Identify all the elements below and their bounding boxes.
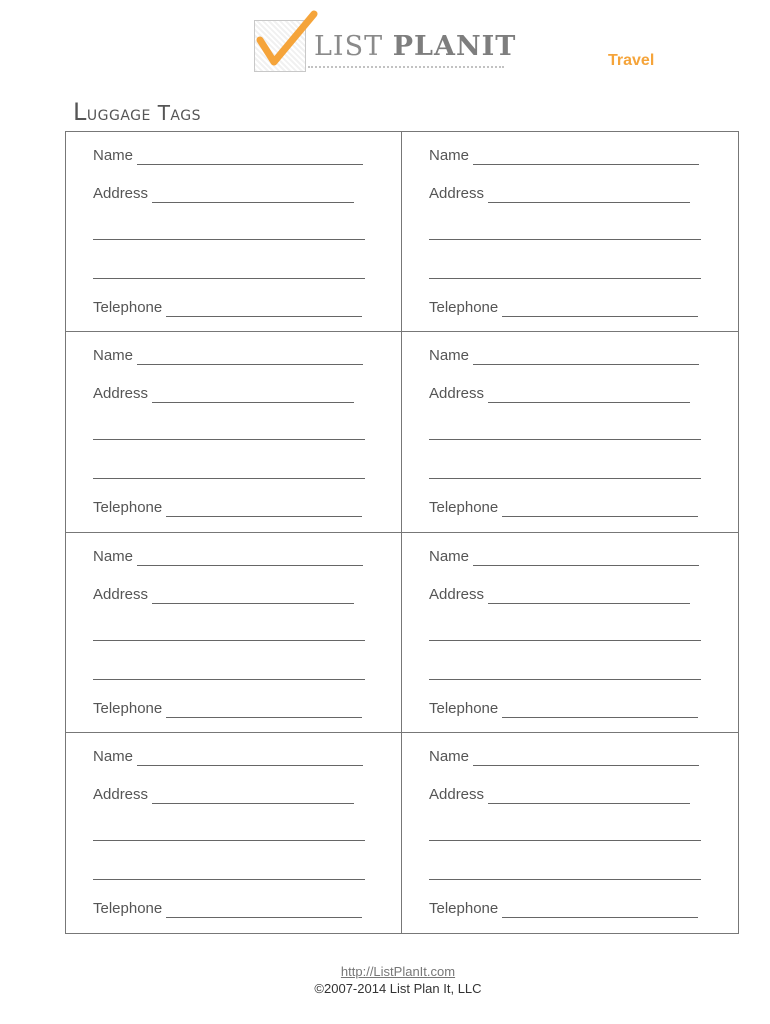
address-line-3[interactable] [429, 478, 701, 479]
name-field[interactable] [429, 548, 699, 566]
name-line[interactable] [137, 150, 363, 165]
address-label: Address [429, 585, 485, 603]
address-label: Address [93, 185, 149, 202]
telephone-label: Telephone [93, 899, 163, 917]
name-line[interactable] [137, 350, 363, 365]
name-label: Name [429, 747, 470, 765]
name-line[interactable] [473, 551, 699, 566]
telephone-line[interactable] [166, 703, 362, 718]
telephone-field[interactable] [429, 900, 698, 918]
address-line-2[interactable] [93, 840, 365, 841]
checkmark-icon [252, 10, 322, 72]
name-line[interactable] [473, 751, 699, 766]
telephone-line[interactable] [166, 302, 362, 317]
telephone-label: Telephone [429, 699, 499, 717]
logo-dotted-underline [308, 66, 504, 68]
address-line-3[interactable] [93, 679, 365, 680]
address-line-3[interactable] [93, 879, 365, 880]
address-field[interactable] [93, 586, 354, 604]
address-line-3[interactable] [429, 879, 701, 880]
telephone-line[interactable] [166, 502, 362, 517]
name-line[interactable] [137, 751, 363, 766]
footer [0, 963, 770, 997]
telephone-line[interactable] [502, 302, 698, 317]
luggage-tag [402, 533, 738, 733]
name-field[interactable] [93, 748, 363, 766]
address-field[interactable] [429, 786, 690, 804]
address-line[interactable] [152, 388, 354, 403]
luggage-tag [402, 332, 738, 532]
address-line[interactable] [488, 388, 690, 403]
address-line[interactable] [152, 589, 354, 604]
telephone-field[interactable] [429, 299, 698, 317]
website-link[interactable]: http://ListPlanIt.com [340, 964, 456, 979]
telephone-field[interactable] [93, 700, 362, 718]
address-line[interactable] [152, 188, 354, 203]
name-label: Name [93, 147, 134, 164]
name-label: Name [429, 547, 470, 565]
logo-word-planit: PLANIT [392, 31, 517, 62]
telephone-label: Telephone [93, 299, 163, 316]
address-field[interactable] [429, 385, 690, 403]
address-line[interactable] [152, 789, 354, 804]
telephone-field[interactable] [429, 700, 698, 718]
telephone-field[interactable] [93, 900, 362, 918]
telephone-line[interactable] [502, 502, 698, 517]
address-label: Address [93, 785, 149, 803]
telephone-label: Telephone [93, 699, 163, 717]
copyright-text: ©2007-2014 List Plan It, LLC [314, 981, 482, 996]
luggage-tags-grid [65, 131, 739, 934]
telephone-line[interactable] [166, 903, 362, 918]
address-label: Address [429, 185, 485, 202]
address-label: Address [429, 385, 485, 403]
name-label: Name [429, 147, 470, 164]
address-line-2[interactable] [429, 439, 701, 440]
address-label: Address [93, 385, 149, 403]
address-line-2[interactable] [93, 239, 365, 240]
luggage-tag [66, 733, 402, 933]
address-line-2[interactable] [429, 239, 701, 240]
address-line-2[interactable] [93, 439, 365, 440]
luggage-tag [402, 132, 738, 332]
luggage-tag [66, 533, 402, 733]
luggage-tag [66, 332, 402, 532]
address-line-2[interactable] [93, 640, 365, 641]
address-field[interactable] [429, 185, 690, 203]
address-line-3[interactable] [93, 478, 365, 479]
telephone-label: Telephone [429, 899, 499, 917]
name-line[interactable] [473, 150, 699, 165]
name-field[interactable] [93, 347, 363, 365]
name-field[interactable] [429, 147, 699, 165]
telephone-field[interactable] [93, 499, 362, 517]
telephone-label: Telephone [429, 499, 499, 517]
luggage-tag [66, 132, 402, 332]
name-field[interactable] [93, 147, 363, 165]
telephone-label: Telephone [429, 299, 499, 316]
telephone-line[interactable] [502, 903, 698, 918]
address-label: Address [93, 585, 149, 603]
address-line[interactable] [488, 188, 690, 203]
logo-wordmark [314, 32, 516, 62]
address-label: Address [429, 785, 485, 803]
address-line-3[interactable] [429, 679, 701, 680]
name-label: Name [93, 747, 134, 765]
luggage-tag [402, 733, 738, 933]
address-line-2[interactable] [429, 840, 701, 841]
name-label: Name [93, 547, 134, 565]
address-line[interactable] [488, 589, 690, 604]
name-field[interactable] [429, 347, 699, 365]
telephone-line[interactable] [502, 703, 698, 718]
page-title: Luggage Tags [73, 98, 201, 126]
category-label: Travel [608, 52, 655, 69]
telephone-field[interactable] [429, 499, 698, 517]
name-field[interactable] [429, 748, 699, 766]
telephone-label: Telephone [93, 499, 163, 517]
address-field[interactable] [93, 385, 354, 403]
name-field[interactable] [93, 548, 363, 566]
address-field[interactable] [93, 185, 354, 203]
address-line-2[interactable] [429, 640, 701, 641]
address-line[interactable] [488, 789, 690, 804]
brand-logo [252, 10, 517, 72]
address-field[interactable] [93, 786, 354, 804]
name-line[interactable] [473, 350, 699, 365]
name-line[interactable] [137, 551, 363, 566]
name-label: Name [93, 347, 134, 365]
address-line-3[interactable] [93, 278, 365, 279]
telephone-field[interactable] [93, 299, 362, 317]
address-field[interactable] [429, 586, 690, 604]
name-label: Name [429, 347, 470, 365]
address-line-3[interactable] [429, 278, 701, 279]
logo-word-list: LIST [314, 31, 384, 62]
